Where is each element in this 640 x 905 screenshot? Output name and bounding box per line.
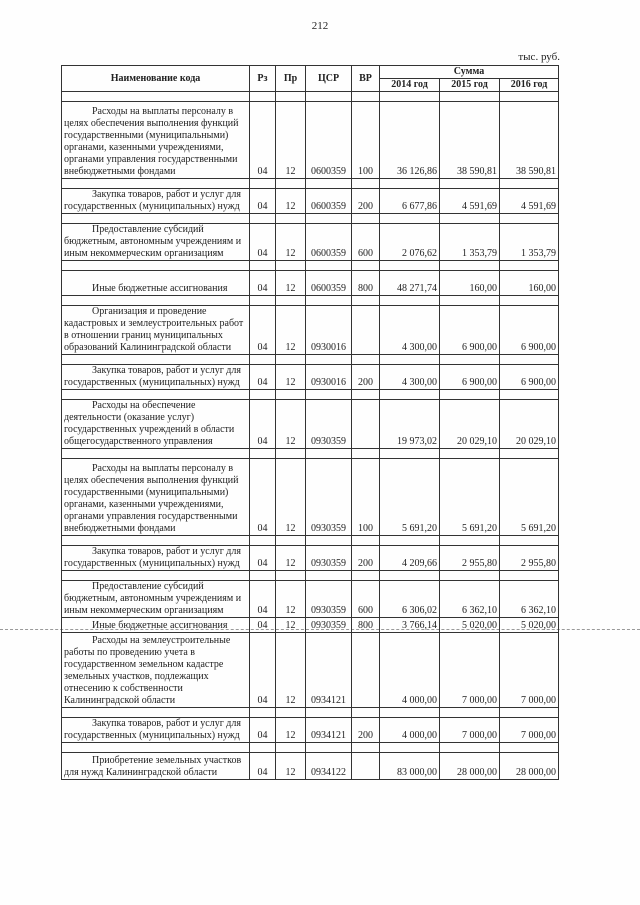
spacer-cell [306, 355, 352, 365]
cell-y2014: 4 300,00 [380, 306, 440, 355]
spacer-cell [276, 179, 306, 189]
spacer-cell [352, 449, 380, 459]
spacer-cell [500, 179, 559, 189]
header-csr: ЦСР [306, 66, 352, 92]
table-row [62, 633, 559, 708]
spacer-cell [440, 708, 500, 718]
cell-y2016: 2 955,80 [500, 546, 559, 571]
spacer-cell [306, 390, 352, 400]
table-row [62, 189, 559, 214]
cell-pr: 12 [276, 546, 306, 571]
spacer-cell [440, 179, 500, 189]
spacer-cell [250, 179, 276, 189]
table-row [62, 365, 559, 390]
cell-rz: 04 [250, 546, 276, 571]
spacer-cell [250, 355, 276, 365]
spacer-cell [380, 92, 440, 102]
cell-rz: 04 [250, 718, 276, 743]
spacer-cell [276, 390, 306, 400]
spacer-cell [62, 708, 250, 718]
spacer-cell [62, 261, 250, 271]
cell-y2014: 2 076,62 [380, 224, 440, 261]
spacer-cell [440, 390, 500, 400]
table-row [62, 618, 559, 633]
cell-csr: 0930359 [306, 581, 352, 618]
row-name-text: Расходы на обеспечение деятельности (оказание услуг) государственных учреждений в области общегосударственного управления [64, 400, 235, 447]
spacer-cell [352, 708, 380, 718]
cell-y2015: 7 000,00 [440, 718, 500, 743]
cell-pr: 12 [276, 189, 306, 214]
spacer-cell [352, 390, 380, 400]
header-pr: Пр [276, 66, 306, 92]
cell-vr: 100 [352, 459, 380, 536]
cell-rz: 04 [250, 618, 276, 633]
cell-y2016: 6 900,00 [500, 306, 559, 355]
cell-y2015: 160,00 [440, 271, 500, 296]
cell-y2016: 5 020,00 [500, 618, 559, 633]
cell-rz: 04 [250, 224, 276, 261]
cell-y2015: 1 353,79 [440, 224, 500, 261]
spacer-cell [250, 92, 276, 102]
budget-table [61, 65, 559, 780]
spacer-row [62, 449, 559, 459]
row-name-text: Закупка товаров, работ и услуг для государственных (муниципальных) нужд [64, 365, 241, 388]
table-row [62, 546, 559, 571]
spacer-cell [500, 390, 559, 400]
spacer-cell [352, 571, 380, 581]
spacer-row [62, 390, 559, 400]
cell-rz: 04 [250, 581, 276, 618]
cell-vr: 100 [352, 102, 380, 179]
spacer-cell [440, 296, 500, 306]
spacer-row [62, 296, 559, 306]
cell-vr [352, 633, 380, 708]
cell-y2015: 5 691,20 [440, 459, 500, 536]
row-name-text: Расходы на выплаты персоналу в целях обеспечения выполнения функций государственными (муниципальными) органами, казенными учреждениями, органами управления государственными внебюджетными фондами [64, 463, 239, 534]
row-name-text: Расходы на выплаты персоналу в целях обеспечения выполнения функций государственными (муниципальными) органами, казенными учреждениями, органами управления государственными внебюджетными фондами [64, 106, 239, 177]
cell-name [62, 633, 250, 708]
table-row [62, 718, 559, 743]
spacer-cell [306, 536, 352, 546]
cell-rz: 04 [250, 633, 276, 708]
cell-y2014: 5 691,20 [380, 459, 440, 536]
cell-rz: 04 [250, 271, 276, 296]
cell-name [62, 718, 250, 743]
cell-name [62, 459, 250, 536]
cell-y2015: 38 590,81 [440, 102, 500, 179]
cell-vr [352, 400, 380, 449]
cell-y2014: 83 000,00 [380, 753, 440, 780]
cell-y2014: 6 306,02 [380, 581, 440, 618]
cell-y2014: 4 000,00 [380, 718, 440, 743]
cell-y2014: 36 126,86 [380, 102, 440, 179]
spacer-cell [352, 92, 380, 102]
cell-pr: 12 [276, 633, 306, 708]
spacer-cell [276, 708, 306, 718]
spacer-cell [380, 214, 440, 224]
row-name-text: Закупка товаров, работ и услуг для государственных (муниципальных) нужд [64, 718, 241, 741]
spacer-cell [62, 536, 250, 546]
cell-name [62, 546, 250, 571]
spacer-row [62, 571, 559, 581]
row-name-text: Организация и проведение кадастровых и землеустроительных работ в отношении границ муниципальных образований Калининградской области [64, 306, 244, 353]
header-2016: 2016 год [500, 79, 559, 92]
spacer-cell [306, 92, 352, 102]
spacer-row [62, 92, 559, 102]
cell-y2016: 6 900,00 [500, 365, 559, 390]
cell-rz: 04 [250, 365, 276, 390]
row-name-text: Приобретение земельных участков для нужд Калининградской области [64, 755, 242, 778]
spacer-cell [440, 261, 500, 271]
cell-pr: 12 [276, 102, 306, 179]
cell-vr: 600 [352, 224, 380, 261]
cell-csr: 0600359 [306, 271, 352, 296]
spacer-cell [500, 355, 559, 365]
cell-pr: 12 [276, 753, 306, 780]
cell-y2015: 6 362,10 [440, 581, 500, 618]
cell-name [62, 365, 250, 390]
cell-y2015: 2 955,80 [440, 546, 500, 571]
cell-vr: 200 [352, 189, 380, 214]
row-name-text: Закупка товаров, работ и услуг для государственных (муниципальных) нужд [64, 546, 241, 569]
spacer-cell [276, 355, 306, 365]
cell-csr: 0930359 [306, 546, 352, 571]
spacer-cell [500, 214, 559, 224]
spacer-cell [352, 743, 380, 753]
cell-name [62, 400, 250, 449]
spacer-cell [306, 296, 352, 306]
cell-y2016: 20 029,10 [500, 400, 559, 449]
spacer-cell [380, 743, 440, 753]
spacer-cell [500, 536, 559, 546]
row-name-text: Расходы на землеустроительные работы по проведению учета в государственном земельном кадастре земельных участков, подлежащих отнесению к собственности Калининградской области [64, 635, 231, 706]
table-row [62, 459, 559, 536]
cell-y2016: 38 590,81 [500, 102, 559, 179]
cell-vr [352, 306, 380, 355]
spacer-cell [276, 261, 306, 271]
cell-y2015: 20 029,10 [440, 400, 500, 449]
spacer-cell [352, 355, 380, 365]
spacer-cell [500, 261, 559, 271]
cell-y2014: 6 677,86 [380, 189, 440, 214]
cell-pr: 12 [276, 306, 306, 355]
cell-csr: 0930359 [306, 459, 352, 536]
header-2015: 2015 год [440, 79, 500, 92]
table-row [62, 581, 559, 618]
spacer-cell [352, 296, 380, 306]
cell-pr: 12 [276, 618, 306, 633]
cell-rz: 04 [250, 753, 276, 780]
units-label: тыс. руб. [518, 51, 560, 63]
cell-pr: 12 [276, 718, 306, 743]
spacer-cell [62, 179, 250, 189]
spacer-cell [276, 214, 306, 224]
spacer-cell [276, 536, 306, 546]
spacer-cell [276, 743, 306, 753]
cell-vr: 200 [352, 546, 380, 571]
spacer-cell [250, 296, 276, 306]
cell-name [62, 618, 250, 633]
spacer-cell [380, 449, 440, 459]
spacer-cell [62, 355, 250, 365]
spacer-cell [306, 179, 352, 189]
cell-rz: 04 [250, 459, 276, 536]
cell-rz: 04 [250, 400, 276, 449]
cell-y2016: 5 691,20 [500, 459, 559, 536]
cell-y2016: 7 000,00 [500, 718, 559, 743]
spacer-cell [380, 355, 440, 365]
spacer-cell [62, 743, 250, 753]
spacer-cell [440, 536, 500, 546]
cell-pr: 12 [276, 581, 306, 618]
page-number: 212 [311, 20, 329, 32]
cell-y2014: 3 766,14 [380, 618, 440, 633]
cell-pr: 12 [276, 459, 306, 536]
spacer-cell [62, 449, 250, 459]
cell-pr: 12 [276, 271, 306, 296]
spacer-row [62, 355, 559, 365]
spacer-cell [440, 571, 500, 581]
spacer-row [62, 708, 559, 718]
cell-vr: 600 [352, 581, 380, 618]
spacer-cell [62, 571, 250, 581]
cell-csr: 0930359 [306, 400, 352, 449]
cell-name [62, 271, 250, 296]
cell-csr: 0600359 [306, 102, 352, 179]
header-rz: Рз [250, 66, 276, 92]
spacer-cell [500, 708, 559, 718]
table-row [62, 102, 559, 179]
cell-y2014: 4 000,00 [380, 633, 440, 708]
spacer-cell [276, 449, 306, 459]
row-name-text: Иные бюджетные ассигнования [92, 283, 228, 294]
spacer-cell [380, 390, 440, 400]
spacer-cell [500, 743, 559, 753]
spacer-cell [276, 296, 306, 306]
cell-csr: 0930359 [306, 618, 352, 633]
spacer-cell [306, 214, 352, 224]
cell-y2015: 5 020,00 [440, 618, 500, 633]
spacer-cell [62, 296, 250, 306]
cell-y2016: 6 362,10 [500, 581, 559, 618]
spacer-cell [306, 571, 352, 581]
spacer-cell [440, 449, 500, 459]
cell-pr: 12 [276, 365, 306, 390]
cell-y2014: 48 271,74 [380, 271, 440, 296]
cell-csr: 0600359 [306, 189, 352, 214]
table-row [62, 224, 559, 261]
spacer-cell [306, 743, 352, 753]
spacer-cell [306, 449, 352, 459]
table-row [62, 271, 559, 296]
cell-name [62, 753, 250, 780]
row-name-text: Закупка товаров, работ и услуг для государственных (муниципальных) нужд [64, 189, 241, 212]
spacer-row [62, 261, 559, 271]
cell-pr: 12 [276, 400, 306, 449]
cell-vr: 800 [352, 618, 380, 633]
spacer-row [62, 743, 559, 753]
cell-csr: 0934121 [306, 633, 352, 708]
cell-vr: 200 [352, 365, 380, 390]
spacer-cell [500, 449, 559, 459]
cell-csr: 0934121 [306, 718, 352, 743]
header-2014: 2014 год [380, 79, 440, 92]
cell-y2014: 4 300,00 [380, 365, 440, 390]
row-name-text: Предоставление субсидий бюджетным, автономным учреждениям и иным некоммерческим организациям [64, 581, 242, 616]
spacer-cell [380, 261, 440, 271]
cell-y2015: 6 900,00 [440, 365, 500, 390]
cell-pr: 12 [276, 224, 306, 261]
spacer-cell [380, 571, 440, 581]
spacer-cell [250, 390, 276, 400]
cell-y2015: 6 900,00 [440, 306, 500, 355]
spacer-row [62, 214, 559, 224]
cell-y2016: 1 353,79 [500, 224, 559, 261]
spacer-cell [250, 261, 276, 271]
spacer-cell [62, 390, 250, 400]
header-row [62, 66, 559, 79]
spacer-cell [380, 708, 440, 718]
cell-rz: 04 [250, 102, 276, 179]
spacer-cell [352, 261, 380, 271]
cell-y2015: 28 000,00 [440, 753, 500, 780]
spacer-cell [500, 92, 559, 102]
spacer-cell [62, 92, 250, 102]
cell-name [62, 102, 250, 179]
cell-y2016: 7 000,00 [500, 633, 559, 708]
cell-name [62, 306, 250, 355]
spacer-cell [352, 536, 380, 546]
cell-vr: 800 [352, 271, 380, 296]
spacer-cell [352, 179, 380, 189]
cell-y2016: 28 000,00 [500, 753, 559, 780]
cell-csr: 0930016 [306, 365, 352, 390]
cell-csr: 0930016 [306, 306, 352, 355]
header-name: Наименование кода [62, 66, 250, 92]
spacer-cell [352, 214, 380, 224]
spacer-cell [380, 296, 440, 306]
spacer-cell [62, 214, 250, 224]
spacer-row [62, 179, 559, 189]
cell-vr [352, 753, 380, 780]
spacer-cell [380, 536, 440, 546]
row-name-text: Иные бюджетные ассигнования [92, 620, 228, 631]
cell-y2014: 19 973,02 [380, 400, 440, 449]
cell-name [62, 189, 250, 214]
spacer-cell [500, 571, 559, 581]
cell-rz: 04 [250, 306, 276, 355]
cell-name [62, 581, 250, 618]
header-sum: Сумма [380, 66, 559, 79]
cell-vr: 200 [352, 718, 380, 743]
row-name-text: Предоставление субсидий бюджетным, автономным учреждениям и иным некоммерческим организациям [64, 224, 242, 259]
header-vr: ВР [352, 66, 380, 92]
cell-y2016: 160,00 [500, 271, 559, 296]
spacer-cell [250, 571, 276, 581]
cell-y2014: 4 209,66 [380, 546, 440, 571]
spacer-cell [306, 261, 352, 271]
spacer-cell [250, 708, 276, 718]
cell-csr: 0600359 [306, 224, 352, 261]
spacer-cell [500, 296, 559, 306]
spacer-row [62, 536, 559, 546]
table-row [62, 753, 559, 780]
spacer-cell [250, 449, 276, 459]
spacer-cell [380, 179, 440, 189]
cell-name [62, 224, 250, 261]
spacer-cell [440, 92, 500, 102]
cell-csr: 0934122 [306, 753, 352, 780]
spacer-cell [440, 355, 500, 365]
table-row [62, 306, 559, 355]
spacer-cell [276, 92, 306, 102]
spacer-cell [250, 536, 276, 546]
spacer-cell [250, 214, 276, 224]
cell-y2015: 7 000,00 [440, 633, 500, 708]
spacer-cell [276, 571, 306, 581]
spacer-cell [306, 708, 352, 718]
cell-y2016: 4 591,69 [500, 189, 559, 214]
spacer-cell [250, 743, 276, 753]
cell-rz: 04 [250, 189, 276, 214]
table-row [62, 400, 559, 449]
spacer-cell [440, 743, 500, 753]
cell-y2015: 4 591,69 [440, 189, 500, 214]
spacer-cell [440, 214, 500, 224]
